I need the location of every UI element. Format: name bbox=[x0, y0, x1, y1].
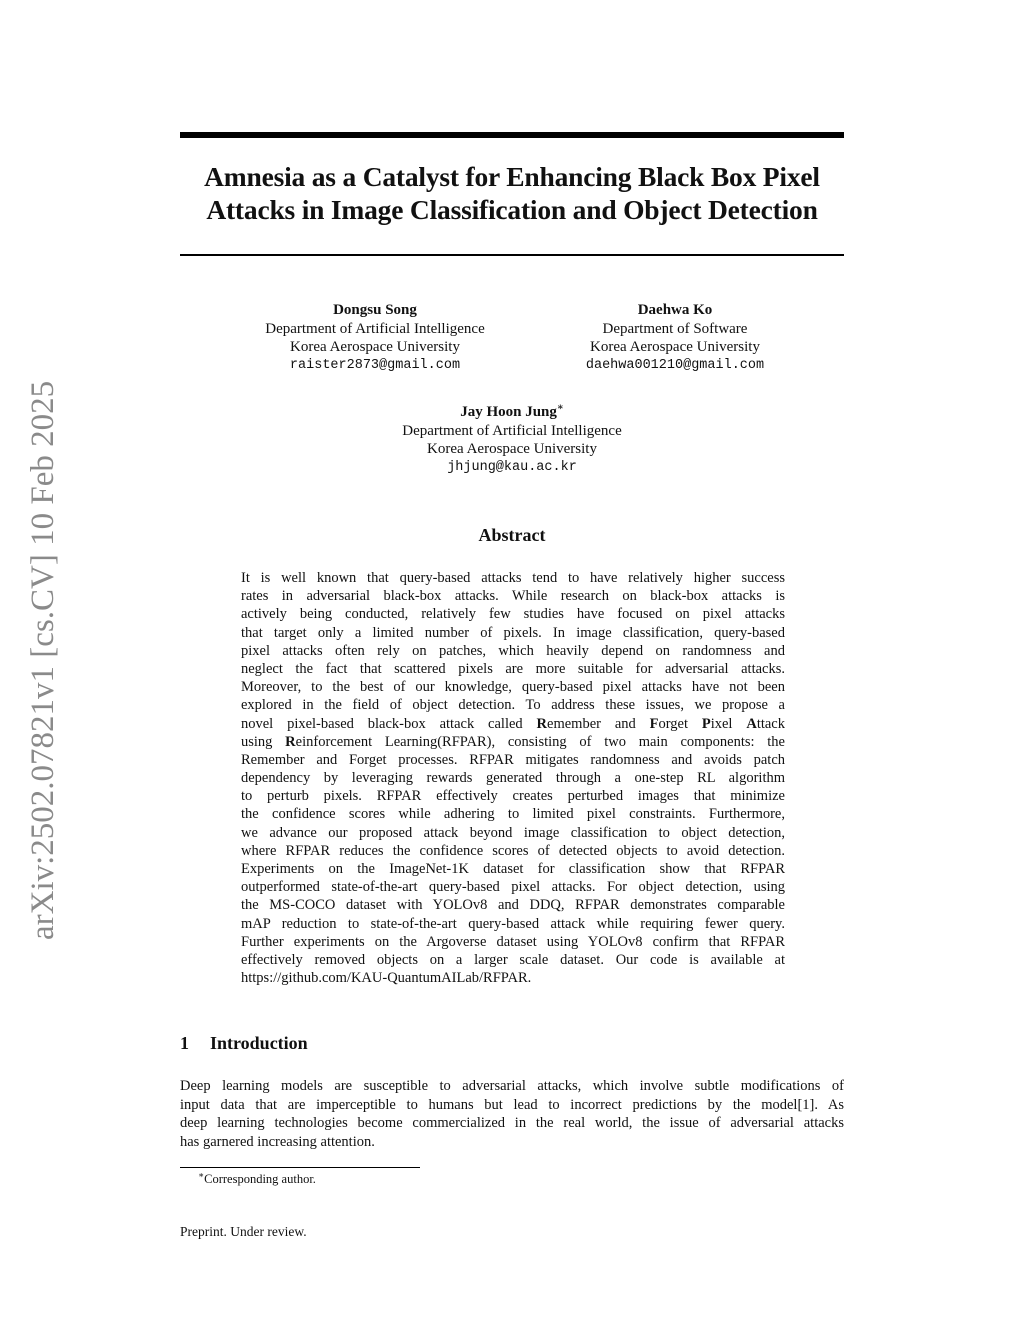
section-title: Introduction bbox=[210, 1033, 308, 1053]
author-email[interactable]: jhjung@kau.ac.kr bbox=[447, 459, 577, 475]
author-university: Korea Aerospace University bbox=[290, 339, 460, 355]
footnote-rule bbox=[180, 1167, 420, 1168]
author-email[interactable]: daehwa001210@gmail.com bbox=[585, 357, 765, 373]
abstract-line: dependency by leveraging rewards generated through a one-step RL algorithm bbox=[241, 770, 785, 787]
author-name: Daehwa Ko bbox=[637, 302, 713, 318]
abstract-line: Remember and Forget processes. RFPAR mitigates randomness and avoids patch bbox=[241, 751, 785, 768]
abstract-line: using Reinforcement Learning(RFPAR), consisting of two main components: the bbox=[241, 733, 785, 750]
corresponding-marker: ∗ bbox=[556, 402, 564, 413]
footnote-marker: ∗ bbox=[198, 1169, 205, 1180]
author-department: Department of Artificial Intelligence bbox=[265, 320, 485, 337]
title-line: Amnesia as a Catalyst for Enhancing Black Box Pixel bbox=[204, 161, 820, 192]
footnote bbox=[198, 1171, 316, 1187]
author-university: Korea Aerospace University bbox=[427, 441, 597, 457]
abstract-line: that target only a limited number of pixels. In image classification, query-based bbox=[241, 624, 785, 641]
intro-line: has garnered increasing attention. bbox=[180, 1133, 375, 1150]
paper-title bbox=[150, 160, 874, 226]
intro-line: Deep learning models are susceptible to adversarial attacks, which involve subtle modifications of bbox=[180, 1078, 844, 1094]
title-line: Attacks in Image Classification and Object Detection bbox=[206, 194, 818, 225]
abstract-line: neglect the fact that scattered pixels are more suitable for adversarial attacks. bbox=[241, 660, 785, 677]
abstract-line: to perturb pixels. RFPAR effectively creates perturbed images that minimize bbox=[241, 788, 785, 805]
abstract-body bbox=[241, 569, 785, 987]
abstract-line: It is well known that query-based attacks tend to have relatively higher success bbox=[241, 570, 785, 586]
abstract-line: the MS-COCO dataset with YOLOv8 and DDQ, RFPAR demonstrates comparable bbox=[241, 897, 785, 914]
author-block bbox=[525, 301, 825, 375]
footnote-text: Corresponding author. bbox=[204, 1172, 316, 1186]
intro-line: input data that are imperceptible to humans but lead to incorrect predictions by the model[1]. As bbox=[180, 1096, 844, 1113]
footer-preprint: Preprint. Under review. bbox=[180, 1224, 307, 1239]
abstract-line: actively being conducted, relatively few studies have focused on pixel attacks bbox=[241, 606, 785, 623]
section-heading-introduction bbox=[180, 1032, 308, 1054]
author-university: Korea Aerospace University bbox=[590, 339, 760, 355]
abstract-line: outperformed state-of-the-art query-based pixel attacks. For object detection, using bbox=[241, 879, 785, 896]
abstract-line: effectively removed objects on a larger scale dataset. Our code is available at bbox=[241, 951, 785, 968]
abstract-line: Experiments on the ImageNet-1K dataset for classification show that RFPAR bbox=[241, 861, 785, 877]
intro-line: deep learning technologies become commercialized in the real world, the issue of adversarial attacks bbox=[180, 1115, 844, 1131]
abstract-line: pixel attacks often rely on patches, which heavily depend on randomness and bbox=[241, 642, 785, 659]
introduction-body bbox=[180, 1077, 844, 1151]
abstract-line: Further experiments on the Argoverse dataset using YOLOv8 confirm that RFPAR bbox=[241, 933, 785, 950]
abstract-line: Moreover, to the best of our knowledge, query-based pixel attacks have not been bbox=[241, 679, 785, 696]
author-department: Department of Software bbox=[602, 320, 748, 337]
author-name-row bbox=[362, 403, 662, 422]
abstract-line: we advance our proposed attack beyond image classification to object detection, bbox=[241, 824, 785, 841]
title-top-rule bbox=[180, 132, 844, 138]
arxiv-stamp: arXiv:2502.07821v1 [cs.CV] 10 Feb 2025 bbox=[25, 380, 61, 940]
abstract-line: https://github.com/KAU-QuantumAILab/RFPAR. bbox=[241, 970, 532, 987]
author-name: Dongsu Song bbox=[333, 302, 417, 318]
abstract-line: where RFPAR reduces the confidence scores of detected objects to avoid detection. bbox=[241, 842, 785, 859]
author-department: Department of Artificial Intelligence bbox=[402, 422, 622, 439]
abstract-line: mAP reduction to state-of-the-art query-based attack while requiring fewer query. bbox=[241, 915, 785, 932]
author-block bbox=[362, 403, 662, 477]
author-block bbox=[225, 301, 525, 375]
abstract-line: novel pixel-based black-box attack called Remember and Forget Pixel Attack bbox=[241, 715, 785, 732]
author-name: Jay Hoon Jung bbox=[460, 404, 557, 420]
abstract-line: rates in adversarial black-box attacks. While research on black-box attacks is bbox=[241, 588, 785, 605]
title-bottom-rule bbox=[180, 254, 844, 256]
author-email[interactable]: raister2873@gmail.com bbox=[289, 357, 461, 373]
abstract-heading: Abstract bbox=[478, 525, 546, 545]
abstract-line: explored in the field of object detection. To address these issues, we propose a bbox=[241, 697, 785, 714]
section-number: 1 bbox=[180, 1033, 189, 1053]
abstract-line: the confidence scores while adhering to limited pixel constraints. Furthermore, bbox=[241, 806, 785, 823]
